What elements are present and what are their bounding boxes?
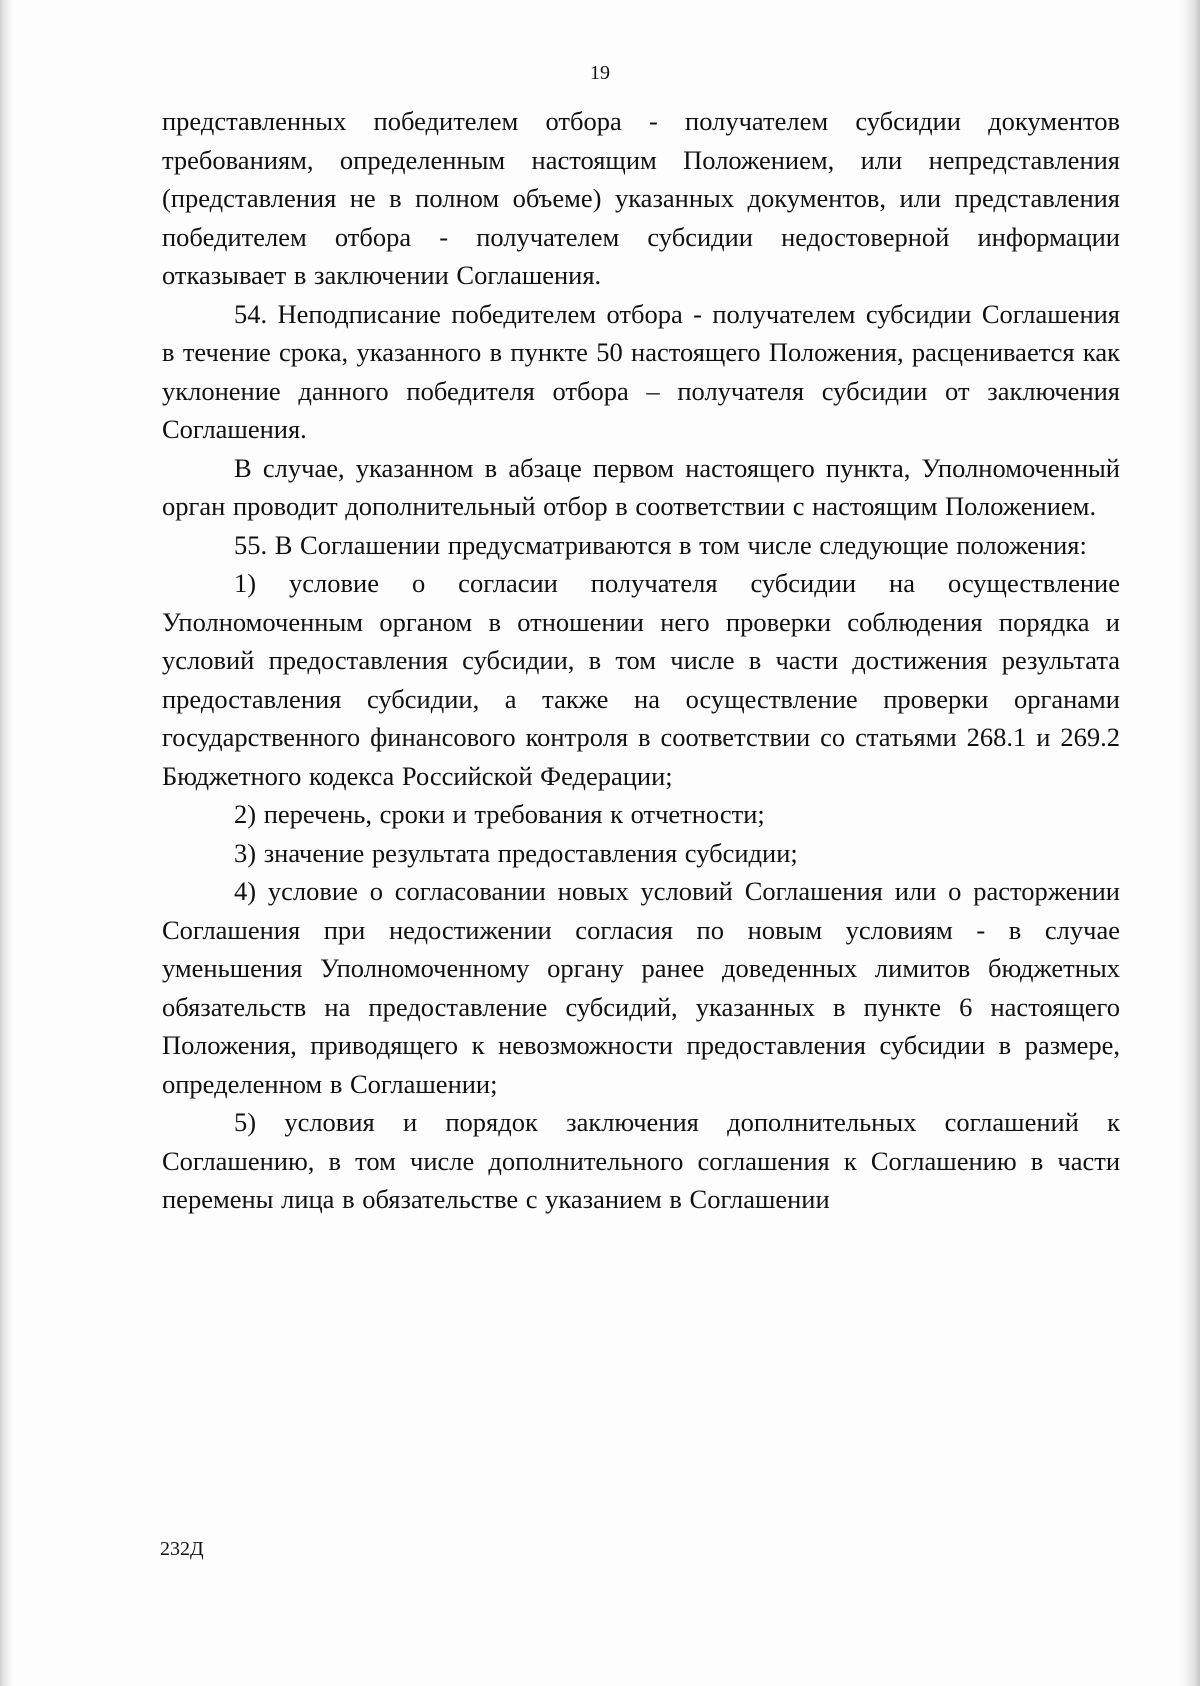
list-item-5: 5) условия и порядок заключения дополнительных соглашений к Соглашению, в том числе дополнительного соглашения к Соглашению в части перемены лица в обязательстве с указанием в Соглашении	[162, 1107, 1120, 1214]
list-item-4: 4) условие о согласовании новых условий Соглашения или о расторжении Соглашения при недостижении согласия по новым условиям - в случае уменьшения Уполномоченному органу ранее доведенных лимитов бюджетных обязательств на предоставление субсидий, указанных в пункте 6 настоящего Положения, приводящего к невозможности предоставления субсидии в размере, определенном в Соглашении;	[162, 876, 1120, 1099]
list-item-3: 3) значение результата предоставления субсидии;	[234, 837, 798, 868]
list-item-2: 2) перечень, сроки и требования к отчетности;	[234, 799, 765, 829]
scan-edge-left	[0, 0, 14, 1686]
list-item-1: 1) условие о согласии получателя субсидии на осуществление Уполномоченным органом в отношении него проверки соблюдения порядка и условий предоставления субсидии, в том числе в части достижения результата предоставления субсидии, а также на осуществление проверки органами государственного финансового контроля в соответствии со статьями 268.1 и 269.2 Бюджетного кодекса Российской Федерации;	[162, 568, 1120, 791]
footer-document-code: 232Д	[160, 1538, 204, 1560]
page-number: 19	[590, 62, 610, 84]
paragraph-55: 55. В Соглашении предусматриваются в том числе следующие положения:	[234, 529, 1087, 560]
paragraph-continuation: представленных победителем отбора - получателем субсидии документов требованиям, определенным настоящим Положением, или непредставления (представления не в полном объеме) указанных документов, или представления победителем отбора - получателем субсидии недостоверной информации отказывает в заключении Соглашения.	[162, 106, 1120, 290]
scan-edge-right	[1178, 0, 1200, 1686]
body-text	[162, 102, 1120, 1219]
paragraph-54: 54. Неподписание победителем отбора - получателем субсидии Соглашения в течение срока, указанного в пункте 50 настоящего Положения, расценивается как уклонение данного победителя отбора – получателя субсидии от заключения Соглашения.	[162, 298, 1120, 444]
paragraph-54-second: В случае, указанном в абзаце первом настоящего пункта, Уполномоченный орган проводит дополнительный отбор в соответствии с настоящим Положением.	[162, 452, 1120, 521]
